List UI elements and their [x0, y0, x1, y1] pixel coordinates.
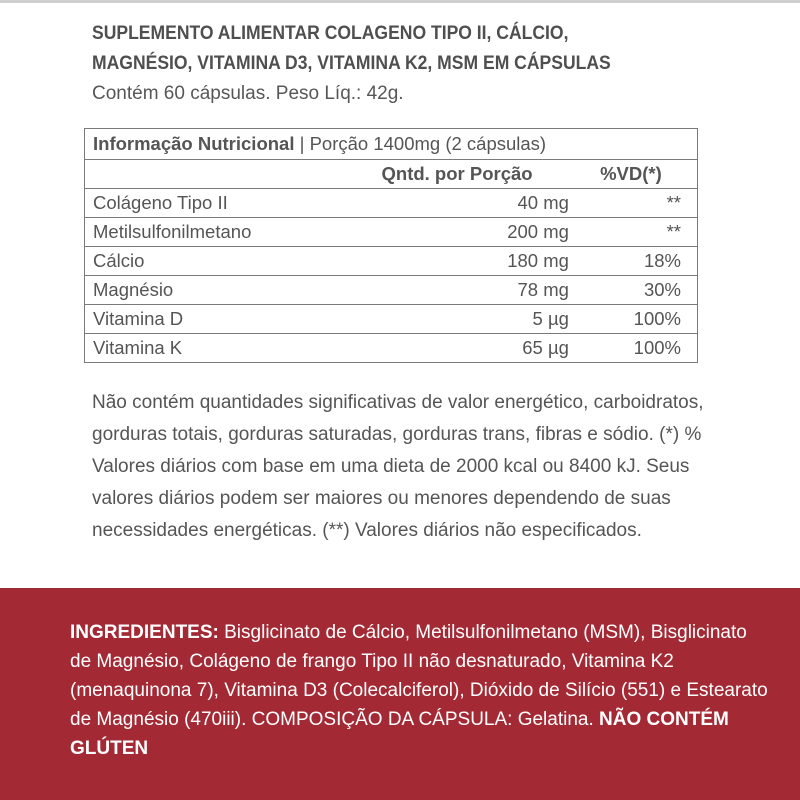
row-quantity: 5 µg — [337, 305, 573, 334]
heading-line-2: MAGNÉSIO, VITAMINA D3, VITAMINA K2, MSM EM CÁPSULAS — [92, 52, 611, 74]
row-quantity: 200 mg — [337, 218, 573, 247]
table-title-portion: | Porção 1400mg (2 cápsulas) — [294, 133, 547, 154]
header-qty: Qntd. por Porção — [337, 160, 573, 189]
row-daily-value: 30% — [573, 276, 698, 305]
table-row — [85, 218, 698, 247]
gluten-free-notice: NÃO CONTÉM GLÚTEN — [70, 709, 729, 759]
row-quantity: 180 mg — [337, 247, 573, 276]
table-title-bold: Informação Nutricional — [93, 133, 295, 154]
row-daily-value: ** — [573, 189, 698, 218]
package-contents: Contém 60 cápsulas. Peso Líq.: 42g. — [92, 83, 404, 104]
table-row — [85, 276, 698, 305]
ingredients-list: Bisglicinato de Cálcio, Metilsulfonilmetano (MSM), Bisglicinato de Magnésio, Colágeno de frango Tipo II não desnaturado, Vitamina K2 (menaquinona 7), Vitamina D3 (Colecalciferol), Dióxido de Silício (551) e Estearato de Magnésio (470iii). COMPOSIÇÃO DA CÁPSULA: Gelatina. — [70, 622, 768, 730]
row-daily-value: 100% — [573, 305, 698, 334]
row-quantity: 78 mg — [337, 276, 573, 305]
row-quantity: 40 mg — [337, 189, 573, 218]
table-row — [85, 334, 698, 363]
row-nutrient: Vitamina D — [85, 305, 338, 334]
nutrition-footnote: Não contém quantidades significativas de valor energético, carboidratos, gorduras totais, gorduras saturadas, gorduras trans, fibras e sódio. (*) % Valores diários com base em uma dieta de 2000 kcal ou 8400 kJ. Seus valores diários podem ser maiores ou menores dependendo de suas necessidades energéticas. (**) Valores diários não especificados. — [92, 392, 704, 541]
table-header-row — [85, 160, 698, 189]
row-nutrient: Cálcio — [85, 247, 338, 276]
header-empty-cell — [85, 160, 338, 189]
header-vd: %VD(*) — [573, 160, 698, 189]
row-daily-value: ** — [573, 218, 698, 247]
table-title-row — [85, 129, 698, 160]
table-row — [85, 247, 698, 276]
table-title-cell — [85, 129, 698, 160]
row-daily-value: 18% — [573, 247, 698, 276]
row-nutrient: Magnésio — [85, 276, 338, 305]
row-nutrient: Metilsulfonilmetano — [85, 218, 338, 247]
ingredients-label: INGREDIENTES: — [70, 622, 219, 643]
row-daily-value: 100% — [573, 334, 698, 363]
ingredients-text — [70, 618, 770, 763]
product-heading — [92, 18, 704, 78]
heading-line-1: SUPLEMENTO ALIMENTAR COLAGENO TIPO II, CÁLCIO, — [92, 22, 569, 44]
nutrition-table — [84, 128, 698, 363]
table-row — [85, 189, 698, 218]
row-quantity: 65 µg — [337, 334, 573, 363]
top-edge-divider — [0, 0, 800, 3]
table-row — [85, 305, 698, 334]
row-nutrient: Vitamina K — [85, 334, 338, 363]
row-nutrient: Colágeno Tipo II — [85, 189, 338, 218]
